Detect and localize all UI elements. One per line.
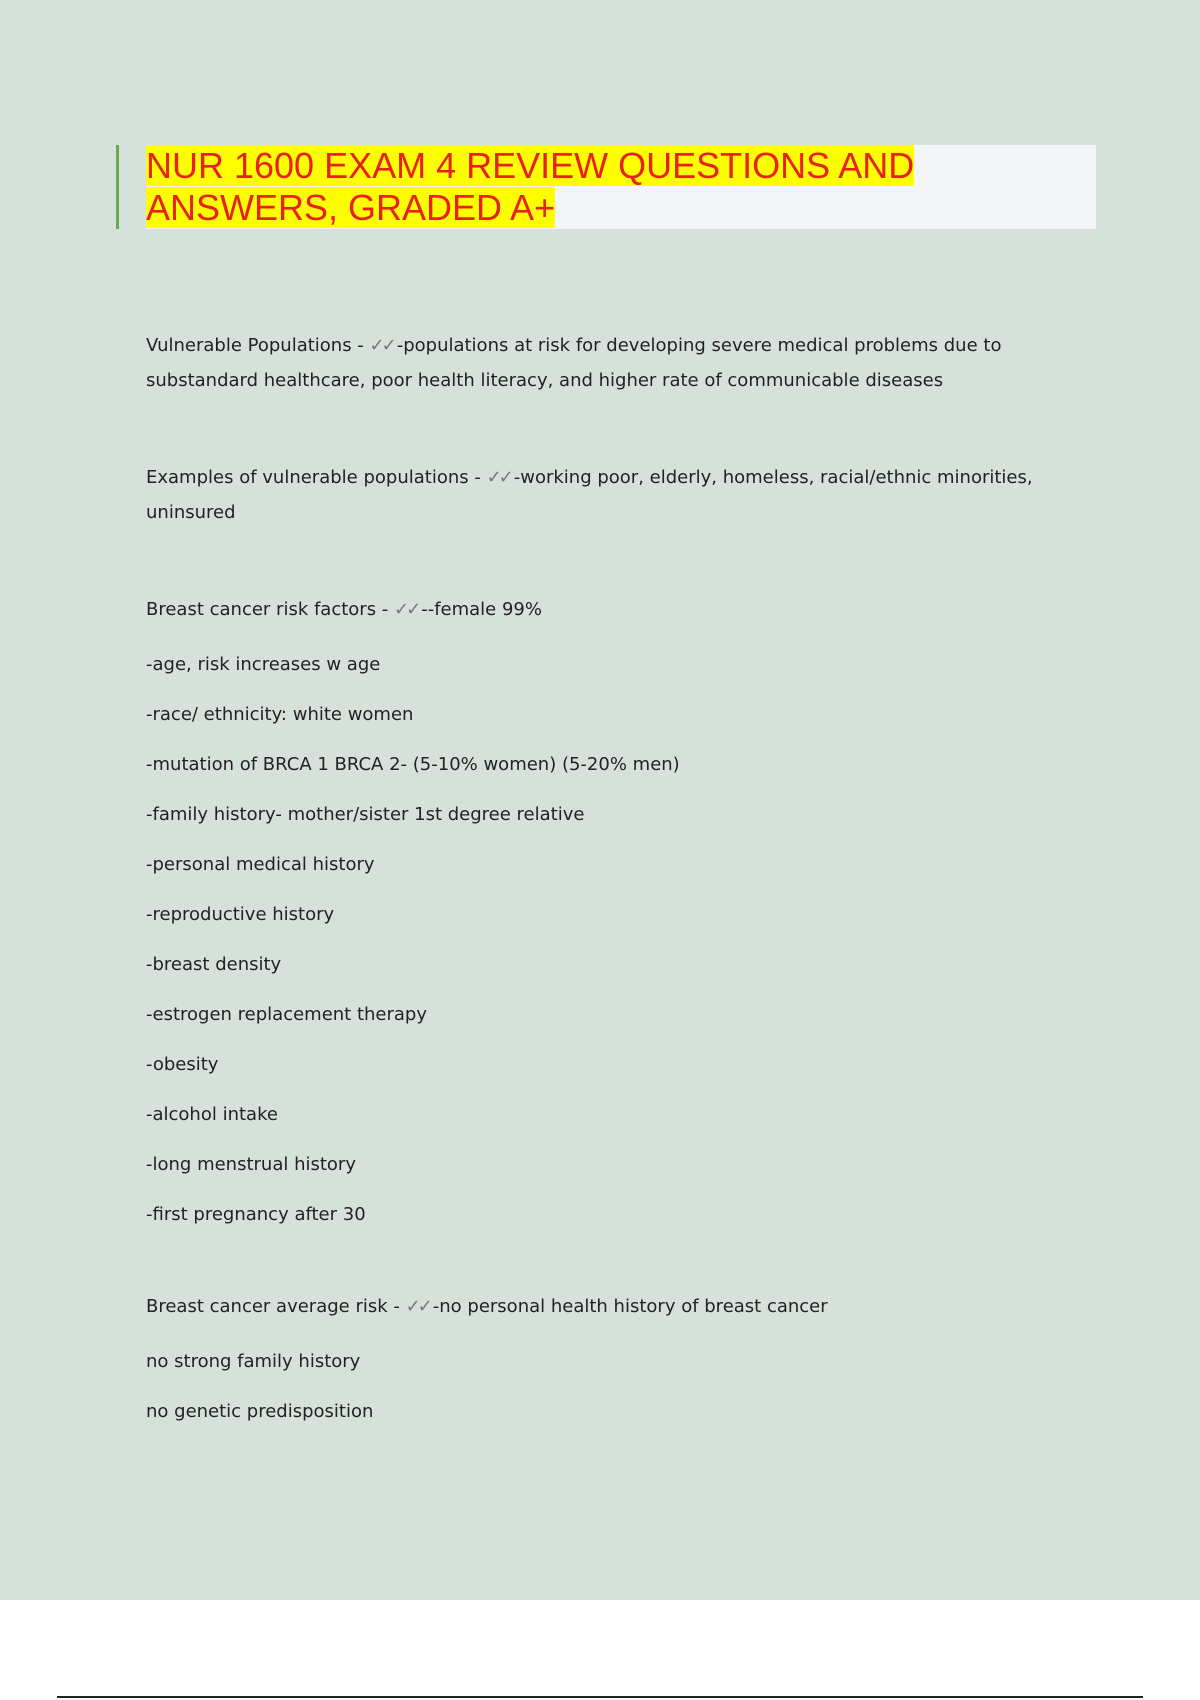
qa-answer-line: -estrogen replacement therapy xyxy=(146,1004,428,1025)
qa-entry xyxy=(146,328,1046,398)
qa-entry xyxy=(146,460,1046,530)
title-highlight: NUR 1600 EXAM 4 REVIEW QUESTIONS AND ANSWERS, GRADED A+ xyxy=(146,145,915,228)
double-check-icon: ✓✓ xyxy=(394,599,419,620)
qa-answer-line: -reproductive history xyxy=(146,904,335,925)
double-check-icon: ✓✓ xyxy=(369,335,394,356)
qa-answer-line: -family history- mother/sister 1st degree relative xyxy=(146,804,585,825)
qa-term: Examples of vulnerable populations - xyxy=(146,467,487,488)
qa-term: Breast cancer risk factors - xyxy=(146,599,395,620)
qa-answer-line: no genetic predisposition xyxy=(146,1401,374,1422)
qa-answer: -populations at risk for developing severe medical problems due to substandard healthcare, poor health literacy, and higher rate of communicable diseases xyxy=(146,335,1002,391)
qa-answer-line: no strong family history xyxy=(146,1351,361,1372)
qa-answer: -working poor, elderly, homeless, racial/ethnic minorities, uninsured xyxy=(146,467,1033,523)
qa-lead-line xyxy=(146,328,1046,398)
double-check-icon: ✓✓ xyxy=(405,1296,430,1317)
qa-entry xyxy=(146,592,1046,1227)
qa-answer-line: -obesity xyxy=(146,1054,219,1075)
qa-lead-line xyxy=(146,460,1046,530)
qa-answer-line: -mutation of BRCA 1 BRCA 2- (5-10% women) (5-20% men) xyxy=(146,754,680,775)
qa-answer-line: -breast density xyxy=(146,954,282,975)
qa-term: Breast cancer average risk - xyxy=(146,1296,406,1317)
qa-lead-line xyxy=(146,592,1046,627)
qa-answer: --female 99% xyxy=(421,599,542,620)
document-title xyxy=(146,145,1046,229)
qa-answer-line: -age, risk increases w age xyxy=(146,654,381,675)
qa-answer-line: -long menstrual history xyxy=(146,1154,356,1175)
qa-lead-line xyxy=(146,1289,1046,1324)
qa-answer: -no personal health history of breast cancer xyxy=(432,1296,828,1317)
title-block xyxy=(116,145,1096,229)
double-check-icon: ✓✓ xyxy=(486,467,511,488)
qa-answer-line: -first pregnancy after 30 xyxy=(146,1204,366,1225)
qa-answer-line: -alcohol intake xyxy=(146,1104,278,1125)
qa-answer-line: -race/ ethnicity: white women xyxy=(146,704,414,725)
footer-rule xyxy=(57,1696,1143,1698)
qa-answer-line: -personal medical history xyxy=(146,854,375,875)
qa-term: Vulnerable Populations - xyxy=(146,335,370,356)
qa-content xyxy=(146,328,1046,1486)
qa-entry xyxy=(146,1289,1046,1424)
